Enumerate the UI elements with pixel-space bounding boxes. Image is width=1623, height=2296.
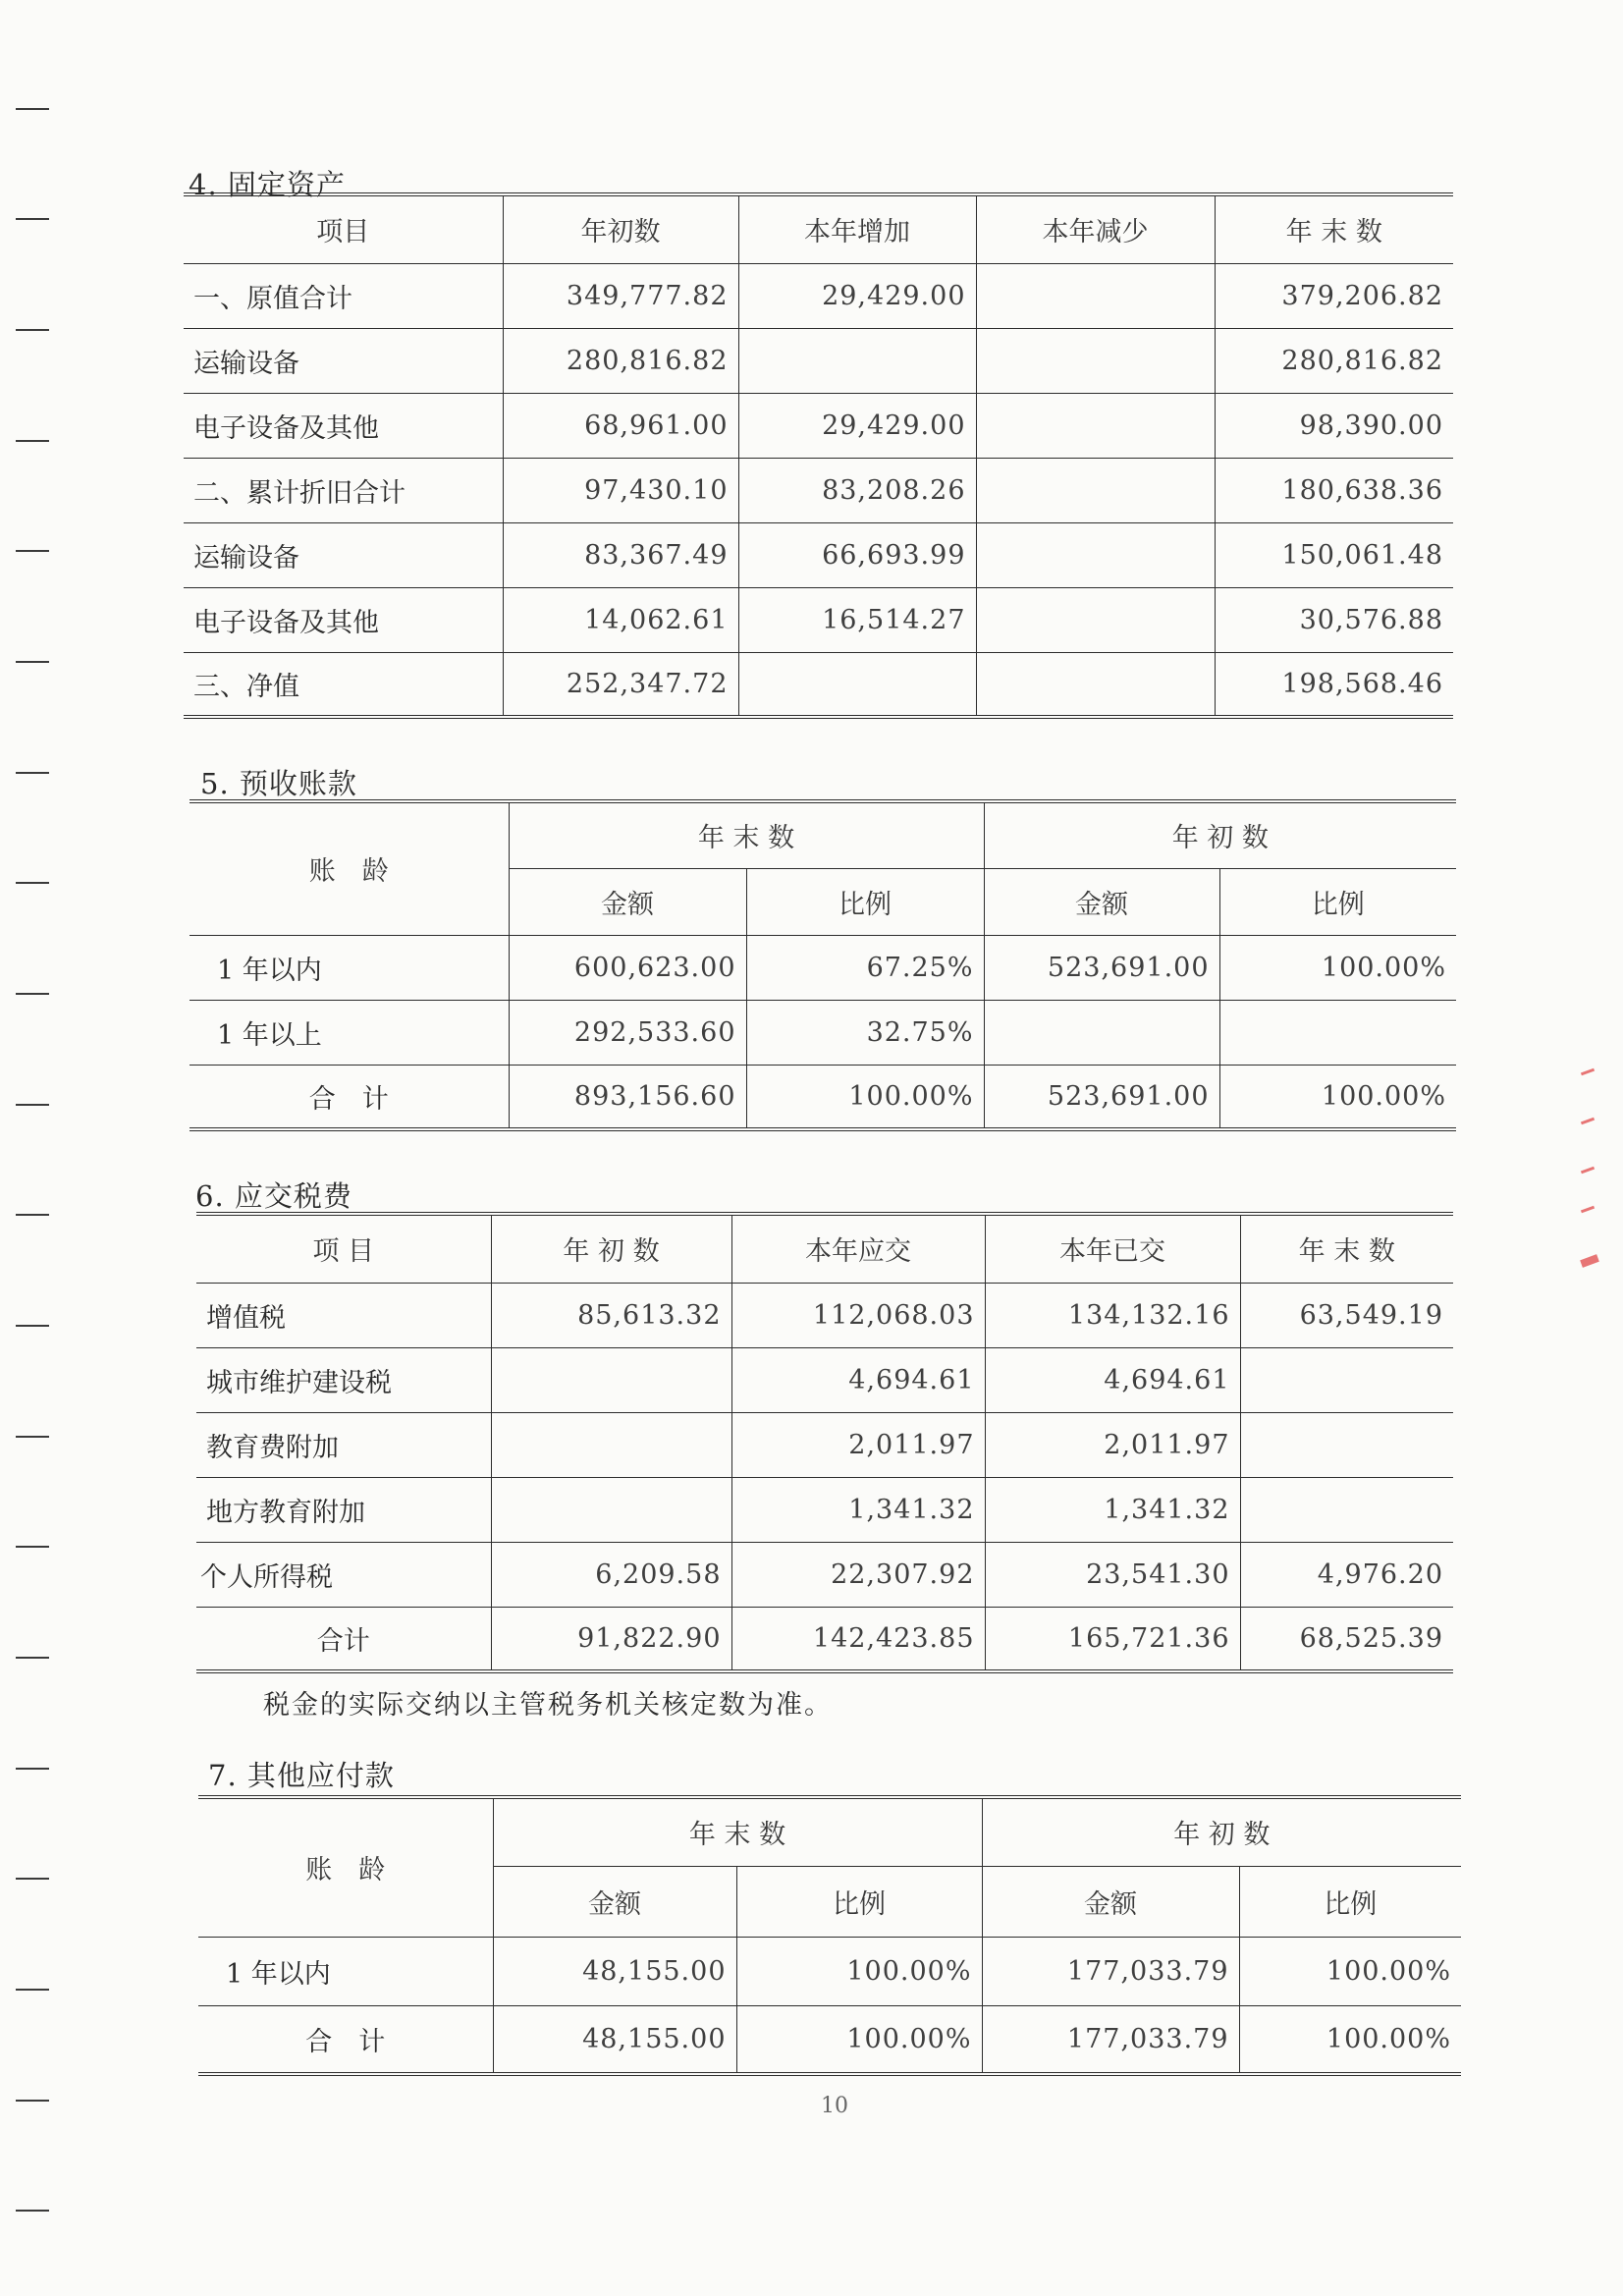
value-cell: 893,156.60 <box>509 1065 746 1129</box>
header-ratio: 比例 <box>736 1866 982 1937</box>
header-group-end-of-year: 年 末 数 <box>493 1797 982 1866</box>
value-cell: 97,430.10 <box>503 458 738 522</box>
value-cell <box>976 522 1215 587</box>
table-row <box>198 1937 1461 2005</box>
table-row <box>196 1283 1453 1347</box>
value-cell: 150,061.48 <box>1215 522 1453 587</box>
value-cell: 177,033.79 <box>982 2005 1239 2074</box>
row-label: 城市维护建设税 <box>196 1347 491 1412</box>
table-row <box>184 652 1453 717</box>
value-cell: 280,816.82 <box>503 328 738 393</box>
value-cell <box>491 1477 731 1542</box>
value-cell <box>1240 1412 1453 1477</box>
header-item: 项目 <box>184 194 503 263</box>
table-row <box>196 1607 1453 1671</box>
header-amount: 金额 <box>493 1866 736 1937</box>
table-row <box>184 328 1453 393</box>
header-group-end-of-year: 年 末 数 <box>509 801 984 868</box>
page-number: 10 <box>821 2094 848 2118</box>
value-cell: 2,011.97 <box>985 1412 1240 1477</box>
value-cell: 83,367.49 <box>503 522 738 587</box>
value-cell: 68,525.39 <box>1240 1607 1453 1671</box>
value-cell <box>976 652 1215 717</box>
value-cell: 100.00% <box>1219 1065 1456 1129</box>
value-cell <box>976 328 1215 393</box>
section-title-fixed-assets: 4. 固定资产 <box>189 168 346 201</box>
header-increase: 本年增加 <box>738 194 976 263</box>
value-cell: 85,613.32 <box>491 1283 731 1347</box>
value-cell: 6,209.58 <box>491 1542 731 1607</box>
header-ratio: 比例 <box>1219 868 1456 935</box>
other-payables-table <box>198 1795 1461 2076</box>
table-row <box>189 1065 1456 1129</box>
header-end-of-year: 年 末 数 <box>1215 194 1453 263</box>
value-cell <box>976 393 1215 458</box>
header-begin-of-year: 年 初 数 <box>491 1214 731 1283</box>
value-cell <box>984 1000 1219 1065</box>
value-cell: 198,568.46 <box>1215 652 1453 717</box>
row-label: 合 计 <box>198 2005 493 2074</box>
value-cell <box>1240 1477 1453 1542</box>
table-row <box>196 1542 1453 1607</box>
value-cell: 68,961.00 <box>503 393 738 458</box>
value-cell: 100.00% <box>736 2005 982 2074</box>
value-cell: 63,549.19 <box>1240 1283 1453 1347</box>
header-ratio: 比例 <box>746 868 984 935</box>
value-cell <box>976 458 1215 522</box>
value-cell: 1,341.32 <box>731 1477 985 1542</box>
table-row <box>184 522 1453 587</box>
value-cell <box>976 263 1215 328</box>
tax-note: 税金的实际交纳以主管税务机关核定数为准。 <box>263 1690 833 1721</box>
value-cell: 379,206.82 <box>1215 263 1453 328</box>
row-label: 运输设备 <box>184 328 503 393</box>
table-row <box>184 587 1453 652</box>
row-label: 电子设备及其他 <box>184 587 503 652</box>
value-cell: 523,691.00 <box>984 1065 1219 1129</box>
header-amount: 金额 <box>509 868 746 935</box>
value-cell: 83,208.26 <box>738 458 976 522</box>
value-cell: 48,155.00 <box>493 2005 736 2074</box>
row-label: 三、净值 <box>184 652 503 717</box>
header-end-of-year: 年 末 数 <box>1240 1214 1453 1283</box>
value-cell: 4,694.61 <box>731 1347 985 1412</box>
row-label: 教育费附加 <box>196 1412 491 1477</box>
value-cell: 165,721.36 <box>985 1607 1240 1671</box>
section-title-other-payables: 7. 其他应付款 <box>208 1759 395 1792</box>
value-cell: 100.00% <box>746 1065 984 1129</box>
header-item: 项 目 <box>196 1214 491 1283</box>
value-cell: 29,429.00 <box>738 393 976 458</box>
row-label: 运输设备 <box>184 522 503 587</box>
taxes-payable-table <box>196 1212 1453 1673</box>
value-cell: 180,638.36 <box>1215 458 1453 522</box>
header-amount: 金额 <box>984 868 1219 935</box>
section-title-taxes-payable: 6. 应交税费 <box>195 1179 352 1213</box>
table-row <box>184 393 1453 458</box>
value-cell: 67.25% <box>746 935 984 1000</box>
value-cell <box>738 328 976 393</box>
value-cell: 4,976.20 <box>1240 1542 1453 1607</box>
value-cell: 14,062.61 <box>503 587 738 652</box>
value-cell: 66,693.99 <box>738 522 976 587</box>
value-cell <box>976 587 1215 652</box>
value-cell: 523,691.00 <box>984 935 1219 1000</box>
table-row <box>189 1000 1456 1065</box>
header-aging: 账 龄 <box>189 801 509 935</box>
row-label: 1 年以内 <box>189 935 509 1000</box>
header-decrease: 本年减少 <box>976 194 1215 263</box>
value-cell: 100.00% <box>736 1937 982 2005</box>
header-amount: 金额 <box>982 1866 1239 1937</box>
advance-receipts-table <box>189 799 1456 1131</box>
row-label: 地方教育附加 <box>196 1477 491 1542</box>
header-group-begin-of-year: 年 初 数 <box>982 1797 1461 1866</box>
value-cell: 29,429.00 <box>738 263 976 328</box>
value-cell <box>491 1412 731 1477</box>
table-row <box>184 458 1453 522</box>
row-label: 增值税 <box>196 1283 491 1347</box>
value-cell: 100.00% <box>1219 935 1456 1000</box>
fixed-assets-table <box>184 192 1453 719</box>
value-cell: 22,307.92 <box>731 1542 985 1607</box>
row-label: 二、累计折旧合计 <box>184 458 503 522</box>
value-cell <box>1240 1347 1453 1412</box>
value-cell: 177,033.79 <box>982 1937 1239 2005</box>
row-label: 电子设备及其他 <box>184 393 503 458</box>
table-row <box>196 1412 1453 1477</box>
value-cell: 100.00% <box>1239 1937 1461 2005</box>
value-cell <box>1219 1000 1456 1065</box>
header-payable: 本年应交 <box>731 1214 985 1283</box>
value-cell: 1,341.32 <box>985 1477 1240 1542</box>
value-cell: 292,533.60 <box>509 1000 746 1065</box>
value-cell: 32.75% <box>746 1000 984 1065</box>
row-label: 一、原值合计 <box>184 263 503 328</box>
value-cell: 349,777.82 <box>503 263 738 328</box>
table-row <box>189 935 1456 1000</box>
value-cell: 23,541.30 <box>985 1542 1240 1607</box>
value-cell: 30,576.88 <box>1215 587 1453 652</box>
header-aging: 账 龄 <box>198 1797 493 1937</box>
value-cell: 16,514.27 <box>738 587 976 652</box>
value-cell: 98,390.00 <box>1215 393 1453 458</box>
row-label: 1 年以内 <box>198 1937 493 2005</box>
header-begin-of-year: 年初数 <box>503 194 738 263</box>
row-label: 个人所得税 <box>196 1542 491 1607</box>
value-cell: 48,155.00 <box>493 1937 736 2005</box>
header-group-begin-of-year: 年 初 数 <box>984 801 1456 868</box>
table-row <box>184 263 1453 328</box>
value-cell: 600,623.00 <box>509 935 746 1000</box>
value-cell: 252,347.72 <box>503 652 738 717</box>
binding-margin-marks <box>0 0 69 2296</box>
header-ratio: 比例 <box>1239 1866 1461 1937</box>
value-cell: 112,068.03 <box>731 1283 985 1347</box>
value-cell: 4,694.61 <box>985 1347 1240 1412</box>
row-label: 合计 <box>196 1607 491 1671</box>
value-cell: 280,816.82 <box>1215 328 1453 393</box>
section-title-advance-receipts: 5. 预收账款 <box>200 767 357 800</box>
value-cell <box>738 652 976 717</box>
row-label: 1 年以上 <box>189 1000 509 1065</box>
table-row <box>198 2005 1461 2074</box>
value-cell <box>491 1347 731 1412</box>
table-row <box>196 1347 1453 1412</box>
value-cell: 134,132.16 <box>985 1283 1240 1347</box>
value-cell: 100.00% <box>1239 2005 1461 2074</box>
header-paid: 本年已交 <box>985 1214 1240 1283</box>
value-cell: 142,423.85 <box>731 1607 985 1671</box>
seal-stamp-fragment <box>1571 1061 1610 1296</box>
value-cell: 2,011.97 <box>731 1412 985 1477</box>
value-cell: 91,822.90 <box>491 1607 731 1671</box>
table-row <box>196 1477 1453 1542</box>
row-label: 合 计 <box>189 1065 509 1129</box>
